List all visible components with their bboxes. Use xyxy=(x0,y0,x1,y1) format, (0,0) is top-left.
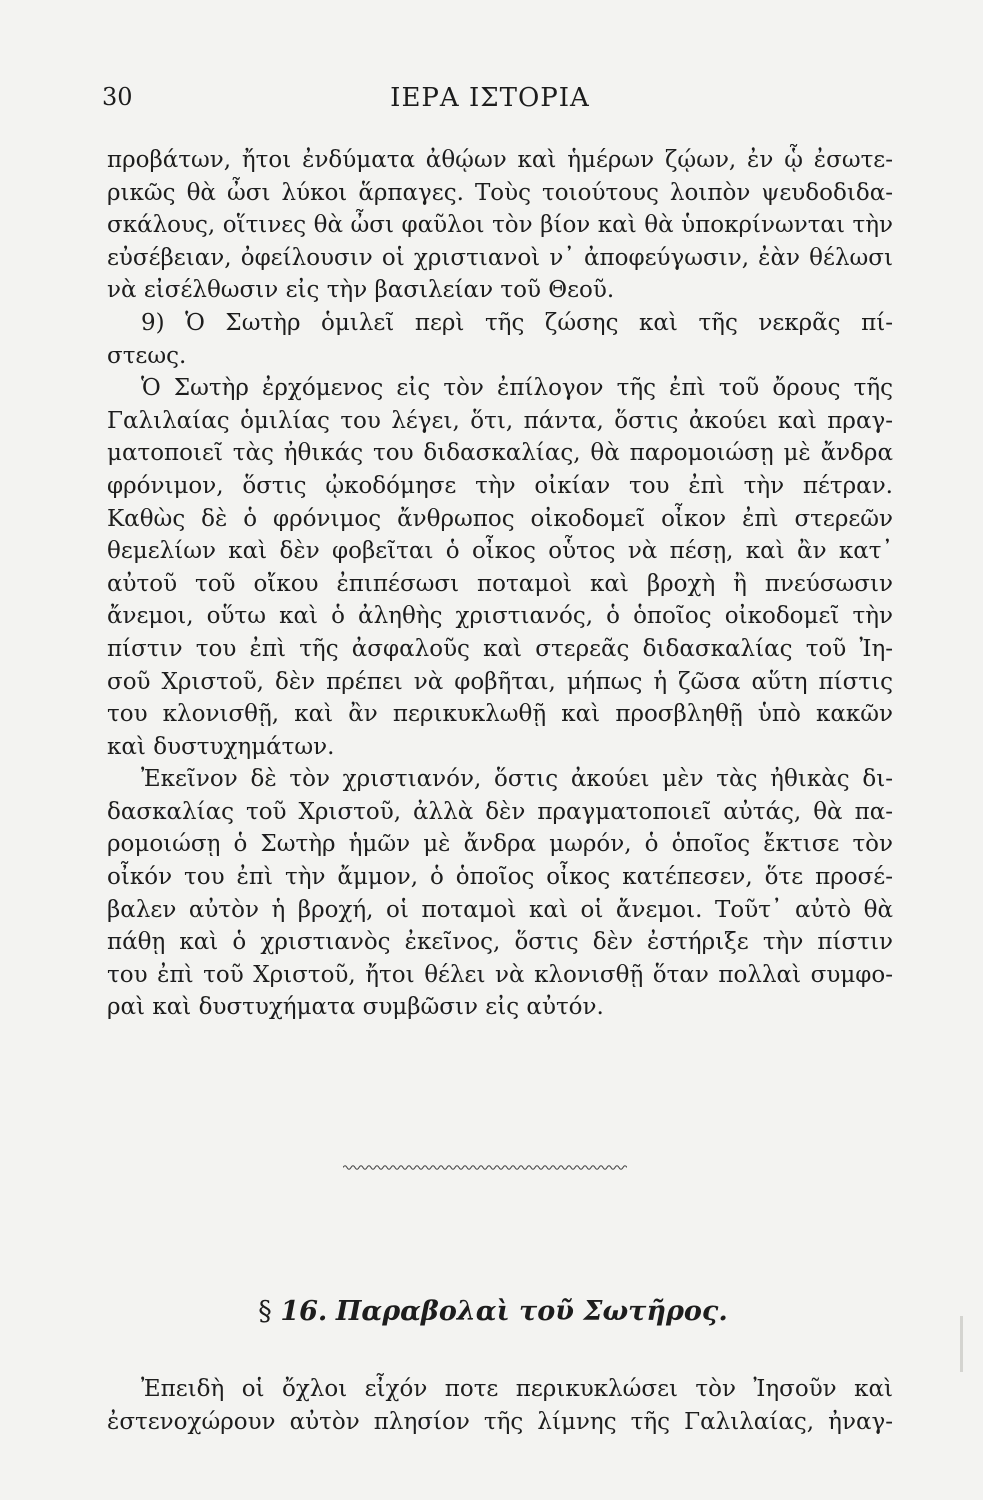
text-line: ραὶ καὶ δυστυχήματα συμβῶσιν εἰς αὐτόν. xyxy=(107,994,604,1021)
text-line: ρομοιώσῃ ὁ Σωτὴρ ἡμῶν μὲ ἄνδρα μωρόν, ὁ ὁποῖος ἔκτισε τὸν xyxy=(107,831,893,858)
section-number: 16. xyxy=(280,1296,328,1327)
main-text-block xyxy=(107,144,893,1024)
text-line: φρόνιμον, ὅστις ᾠκοδόμησε τὴν οἰκίαν του ἐπὶ τὴν πέτραν. xyxy=(107,472,893,499)
subheading-line: 9) Ὁ Σωτὴρ ὁμιλεῖ περὶ τῆς ζώσης καὶ τῆς νεκρᾶς πί- xyxy=(141,309,893,336)
text-line: βαλεν αὐτὸν ἡ βροχή, οἱ ποταμοὶ καὶ οἱ ἄνεμοι. Τοῦτ᾿ αὐτὸ θὰ xyxy=(107,896,893,923)
text-line: σοῦ Χριστοῦ, δὲν πρέπει νὰ φοβῆται, μήπως ἡ ζῶσα αὕτη πίστις xyxy=(107,668,893,695)
text-line: Ἐκεῖνον δὲ τὸν χριστιανόν, ὅστις ἀκούει μὲν τὰς ἠθικὰς δι- xyxy=(141,766,893,793)
section-text-block xyxy=(107,1373,893,1438)
page-edge-mark xyxy=(960,1316,963,1372)
section-title: Παραβολαὶ τοῦ Σωτῆρος. xyxy=(335,1296,728,1327)
text-line: προβάτων, ἤτοι ἐνδύματα ἀθῴων καὶ ἡμέρων ζῴων, ἐν ᾧ ἐσωτε- xyxy=(107,147,893,173)
text-line: θεμελίων καὶ δὲν φοβεῖται ὁ οἶκος οὗτος νὰ πέσῃ, καὶ ἂν κατ᾿ xyxy=(107,538,893,565)
text-line: του ἐπὶ τοῦ Χριστοῦ, ἤτοι θέλει νὰ κλονισθῇ ὅταν πολλαὶ συμφο- xyxy=(107,961,893,988)
text-line: ματοποιεῖ τὰς ἠθικάς του διδασκαλίας, θὰ παρομοιώσῃ μὲ ἄνδρα xyxy=(107,440,893,467)
text-line: Ἐπειδὴ οἱ ὄχλοι εἶχόν ποτε περικυκλώσει τὸν Ἰησοῦν καὶ xyxy=(141,1376,893,1402)
text-line: αὐτοῦ τοῦ οἴκου ἐπιπέσωσι ποταμοὶ καὶ βροχὴ ἢ πνεύσωσιν xyxy=(107,570,893,597)
text-line: Ὁ Σωτὴρ ἐρχόμενος εἰς τὸν ἐπίλογον τῆς ἐπὶ τοῦ ὄρους τῆς xyxy=(141,375,893,402)
text-line: καὶ δυστυχημάτων. xyxy=(107,733,335,760)
page-number: 30 xyxy=(102,83,133,111)
text-line: δασκαλίας τοῦ Χριστοῦ, ἀλλὰ δὲν πραγματοποιεῖ αὐτάς, θὰ πα- xyxy=(107,798,893,825)
text-line: ρικῶς θὰ ὦσι λύκοι ἅρπαγες. Τοὺς τοιούτους λοιπὸν ψευδοδιδα- xyxy=(107,179,893,206)
text-line: σκάλους, οἵτινες θὰ ὦσι φαῦλοι τὸν βίον καὶ θὰ ὑποκρίνωνται τὴν xyxy=(107,212,893,239)
text-line: Γαλιλαίας ὁμιλίας του λέγει, ὅτι, πάντα, ὅστις ἀκούει καὶ πραγ- xyxy=(107,407,893,434)
text-line: Καθὼς δὲ ὁ φρόνιμος ἄνθρωπος οἰκοδομεῖ οἶκον ἐπὶ στερεῶν xyxy=(107,505,893,532)
text-line: ἐστενοχώρουν αὐτὸν πλησίον τῆς λίμνης τῆς Γαλιλαίας, ἠναγ- xyxy=(107,1408,893,1435)
decorative-wavy-rule xyxy=(343,1164,627,1171)
text-line: πάθῃ καὶ ὁ χριστιανὸς ἐκεῖνος, ὅστις δὲν ἐστήριξε τὴν πίστιν xyxy=(107,929,893,956)
text-line: του κλονισθῇ, καὶ ἂν περικυκλωθῇ καὶ προσβληθῇ ὑπὸ κακῶν xyxy=(107,701,893,728)
running-title: ΙΕΡΑ ΙΣΤΟΡΙΑ xyxy=(390,83,590,113)
section-heading xyxy=(100,1294,886,1330)
text-line: εὐσέβειαν, ὀφείλουσιν οἱ χριστιανοὶ ν᾿ ἀποφεύγωσιν, ἐὰν θέλωσι xyxy=(107,244,893,271)
subheading-line: στεως. xyxy=(107,342,187,369)
text-line: πίστιν του ἐπὶ τῆς ἀσφαλοῦς καὶ στερεᾶς διδασκαλίας τοῦ Ἰη- xyxy=(107,635,893,662)
page-header xyxy=(100,75,880,119)
text-line: οἶκόν του ἐπὶ τὴν ἄμμον, ὁ ὁποῖος οἶκος κατέπεσεν, ὅτε προσέ- xyxy=(107,864,893,891)
text-line: νὰ εἰσέλθωσιν εἰς τὴν βασιλείαν τοῦ Θεοῦ. xyxy=(107,277,615,304)
section-mark: § xyxy=(258,1296,272,1327)
text-line: ἄνεμοι, οὕτω καὶ ὁ ἀληθὴς χριστιανός, ὁ ὁποῖος οἰκοδομεῖ τὴν xyxy=(107,603,893,630)
